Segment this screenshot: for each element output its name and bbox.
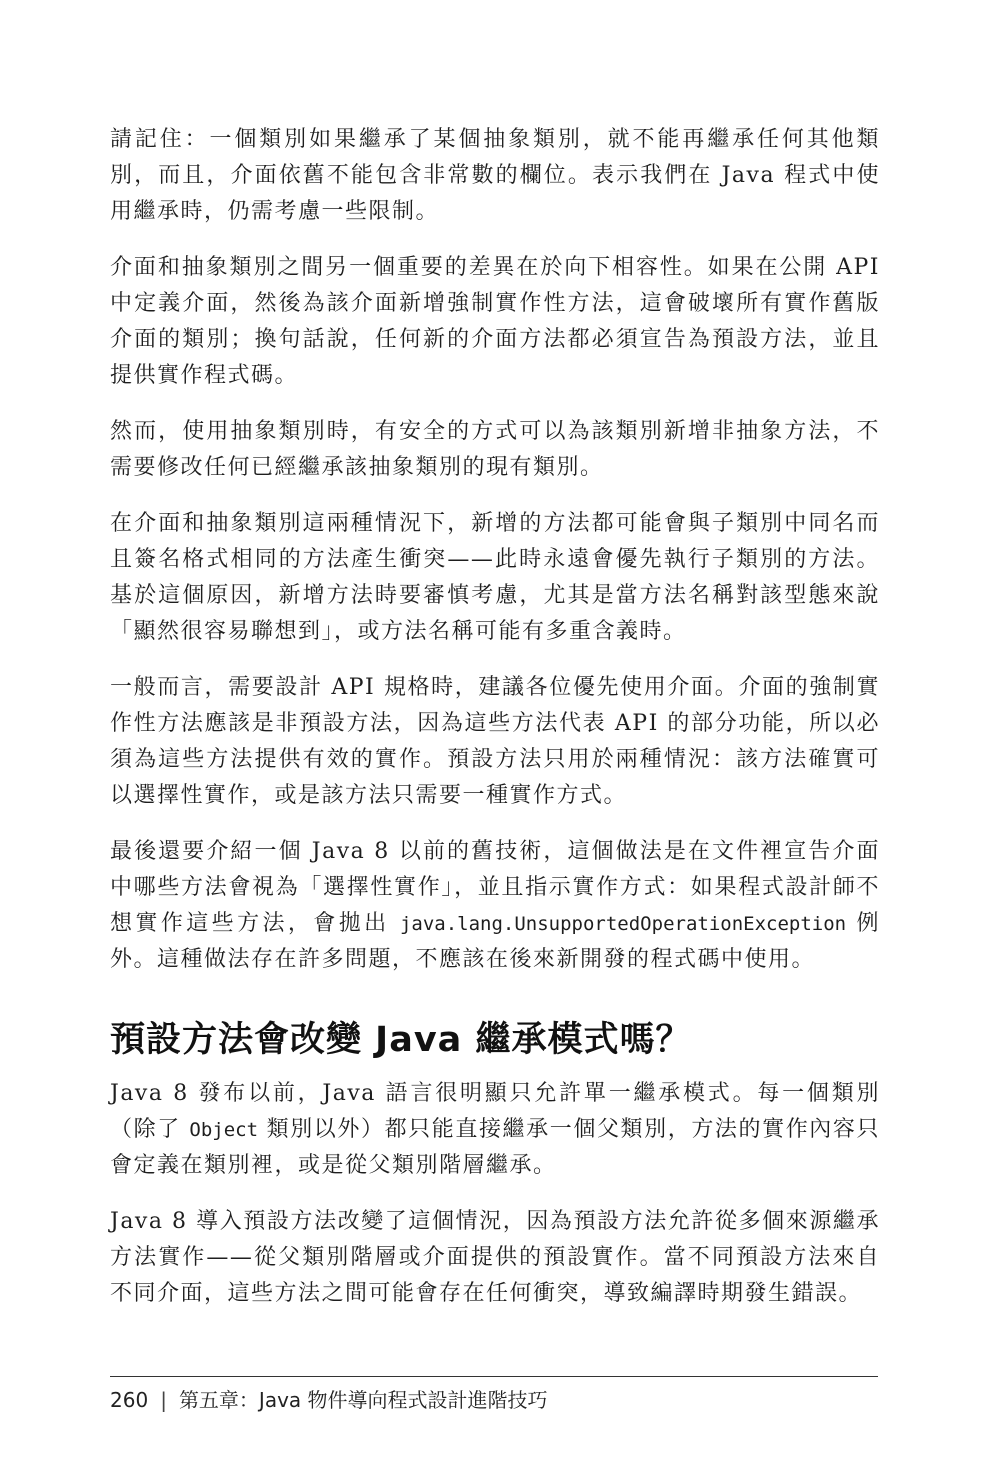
section-paragraph-1-text-a: Java 8 發布以前，Java 語言很明顯只允許單一繼承模式。每一個類別（除了 <box>110 1081 880 1142</box>
chapter-title: 第五章：Java 物件導向程式設計進階技巧 <box>178 1388 548 1412</box>
paragraph-1: 請記住：一個類別如果繼承了某個抽象類別，就不能再繼承任何其他類別，而且，介面依舊不能包含非常數的欄位。表示我們在 Java 程式中使用繼承時，仍需考慮一些限制。 <box>110 127 880 224</box>
section-heading: 預設方法會改變 Java 繼承模式嗎？ <box>110 1020 692 1060</box>
paragraph-3: 然而，使用抽象類別時，有安全的方式可以為該類別新增非抽象方法，不需要修改任何已經繼承該抽象類別的現有類別。 <box>110 419 880 480</box>
page-footer <box>110 1376 878 1415</box>
section-paragraph-2: Java 8 導入預設方法改變了這個情況，因為預設方法允許從多個來源繼承方法實作——從父類別階層或介面提供的預設實作。當不同預設方法來自不同介面，這些方法之間可能會存在任何衝突，導致編譯時期發生錯誤。 <box>110 1209 880 1306</box>
exception-class-code: java.lang.UnsupportedOperationException <box>399 913 847 935</box>
section-paragraph-1-text-b: 類別以外）都只能直接繼承一個父類別，方法的實作內容只會定義在類別裡，或是從父類別階層繼承。 <box>110 1117 880 1178</box>
paragraph-6 <box>110 834 880 978</box>
footer-separator: | <box>160 1388 167 1412</box>
object-class-code: Object <box>189 1119 259 1141</box>
section-paragraph-1 <box>110 1076 880 1184</box>
paragraph-2: 介面和抽象類別之間另一個重要的差異在於向下相容性。如果在公開 API 中定義介面，然後為該介面新增強制實作性方法，這會破壞所有實作舊版介面的類別；換句話說，任何新的介面方法都必須宣告為預設方法，並且提供實作程式碼。 <box>110 255 880 388</box>
paragraph-4: 在介面和抽象類別這兩種情況下，新增的方法都可能會與子類別中同名而且簽名格式相同的方法產生衝突——此時永遠會優先執行子類別的方法。基於這個原因，新增方法時要審慎考慮，尤其是當方法名稱對該型態來說「顯然很容易聯想到」，或方法名稱可能有多重含義時。 <box>110 511 880 644</box>
page-number: 260 <box>110 1388 149 1412</box>
page-body <box>110 122 880 1332</box>
paragraph-5: 一般而言，需要設計 API 規格時，建議各位優先使用介面。介面的強制實作性方法應該是非預設方法，因為這些方法代表 API 的部分功能，所以必須為這些方法提供有效的實作。預設方法只用於兩種情況：該方法確實可以選擇性實作，或是該方法只需要一種實作方式。 <box>110 675 880 808</box>
paragraph-6-text-b: 例外。這種做法存在許多問題，不應該在後來新開發的程式碼中使用。 <box>110 911 881 972</box>
paragraph-6-text-a: 最後還要介紹一個 Java 8 以前的舊技術，這個做法是在文件裡宣告介面中哪些方法會視為「選擇性實作」，並且指示實作方式：如果程式設計師不想實作這些方法，會拋出 <box>110 839 880 936</box>
